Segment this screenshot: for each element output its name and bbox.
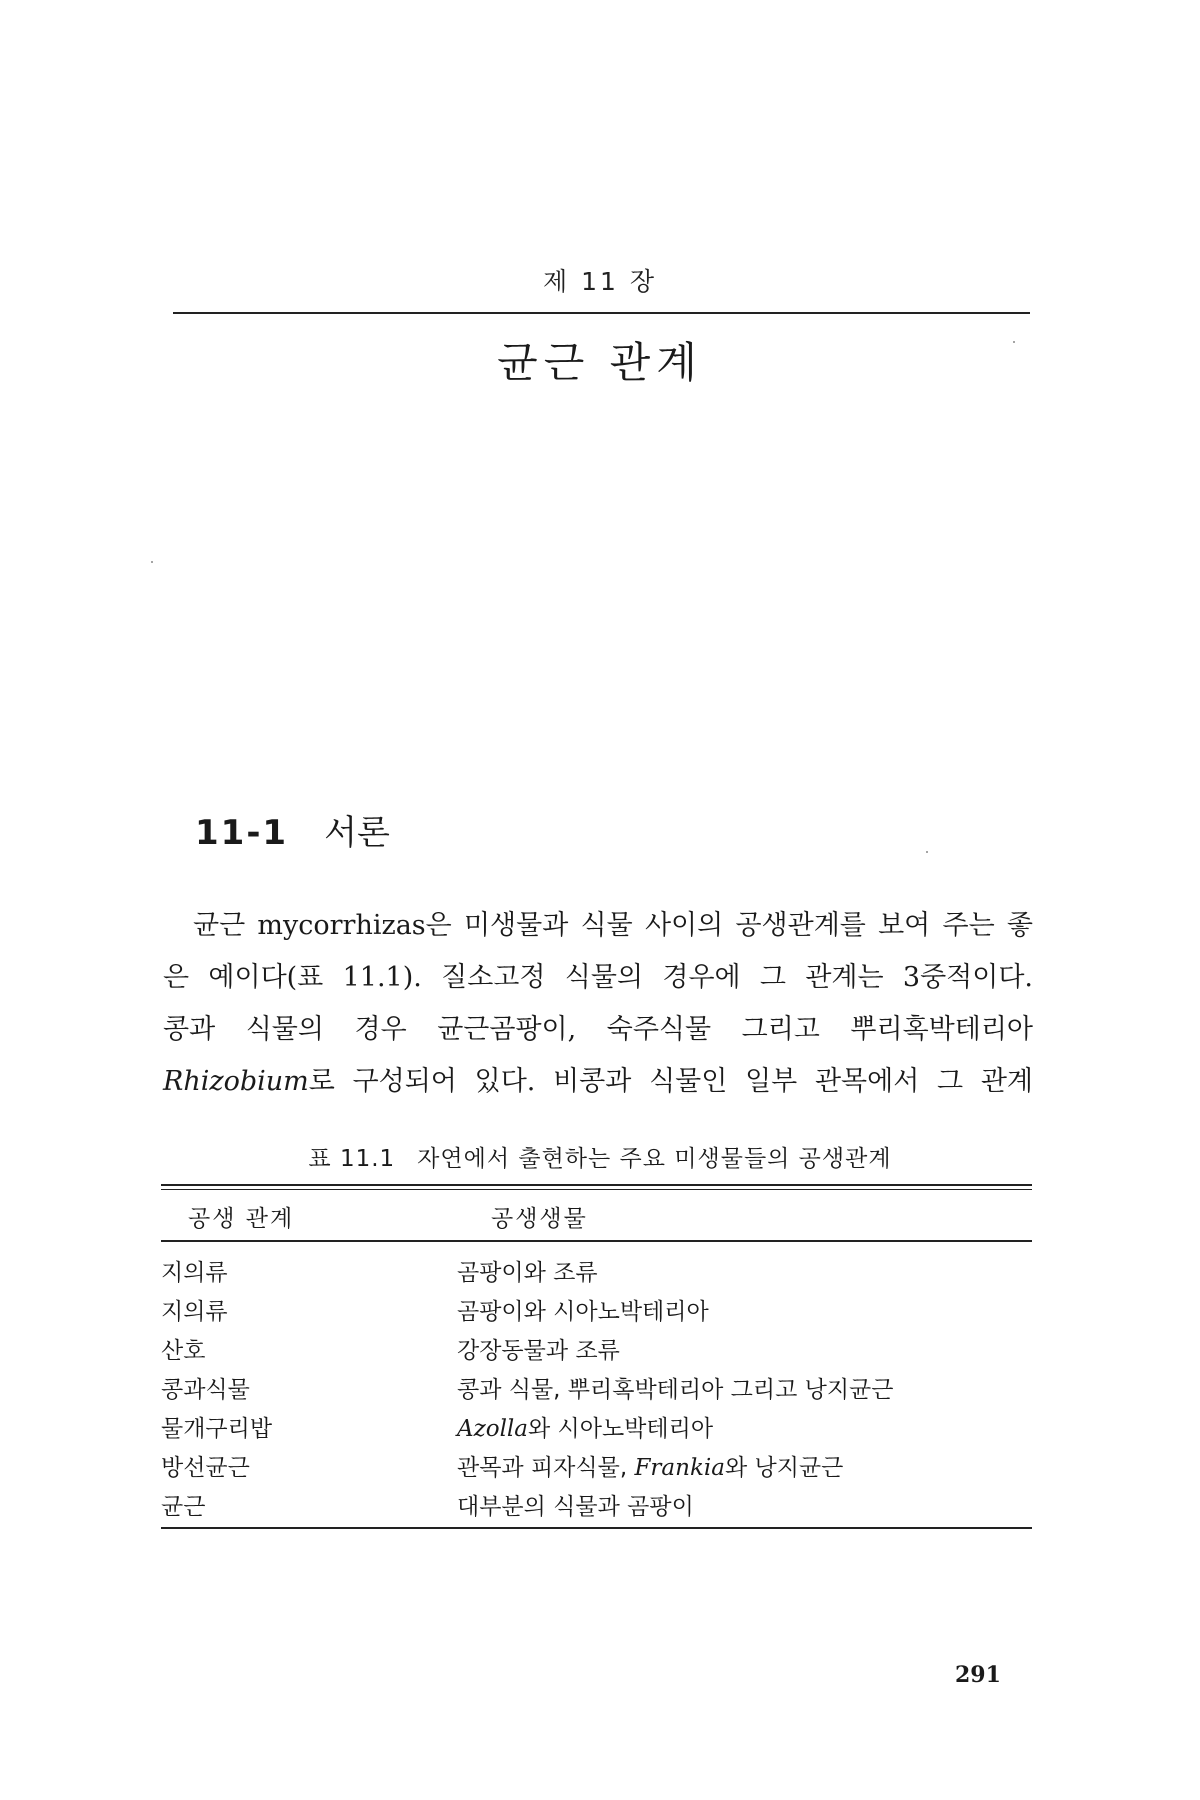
table-cell-relation: 지의류 (161, 1299, 228, 1325)
table-top-rule (161, 1184, 1032, 1190)
table-cell-relation: 균근 (161, 1494, 206, 1520)
table-row (161, 1367, 1032, 1406)
table-bottom-rule (161, 1527, 1032, 1529)
table-cell-relation: 물개구리밥 (161, 1416, 273, 1442)
table-row (161, 1445, 1032, 1484)
section-title: 서론 (324, 813, 390, 853)
table-header-organisms: 공생생물 (491, 1206, 588, 1232)
section-number: 11-1 (195, 813, 289, 853)
table-row (161, 1484, 1032, 1523)
body-paragraph (163, 900, 1033, 1108)
table-cell-italic: Frankia (634, 1455, 725, 1481)
table-cell-relation: 방선균근 (161, 1455, 250, 1481)
body-line-4 (163, 1056, 1033, 1108)
table-cell-rest: 와 시아노박테리아 (528, 1416, 714, 1442)
body-line-1: 균근 mycorrhizas은 미생물과 식물 사이의 공생관계를 보여 주는 좋 (193, 910, 1033, 941)
table-cell-organisms: 콩과 식물, 뿌리혹박테리아 그리고 낭지균근 (457, 1377, 894, 1403)
body-line-4-rest: 로 구성되어 있다. 비콩과 식물인 일부 관목에서 그 관계 (308, 1066, 1033, 1097)
table-row (161, 1328, 1032, 1367)
table-cell-organisms: 곰팡이와 조류 (457, 1260, 598, 1286)
scan-speck (926, 851, 928, 853)
table-cell-rest: 와 낭지균근 (724, 1455, 844, 1481)
table-header-relation: 공생 관계 (188, 1206, 295, 1232)
scan-speck (1013, 341, 1015, 343)
table-cell-organisms: 곰팡이와 시아노박테리아 (457, 1299, 709, 1325)
table-body (161, 1250, 1032, 1523)
table-caption-number: 표 11.1 (308, 1146, 396, 1172)
table-row (161, 1406, 1032, 1445)
table-cell-relation: 산호 (161, 1338, 206, 1364)
section-heading (195, 805, 390, 854)
body-line-4-italic: Rhizobium (163, 1066, 309, 1097)
table-row (161, 1289, 1032, 1328)
table-cell-italic: Azolla (457, 1416, 528, 1442)
body-line-3: 콩과 식물의 경우 균근곰팡이, 숙주식물 그리고 뿌리혹박테리아 (163, 1014, 1033, 1045)
body-line-2: 은 예이다(표 11.1). 질소고정 식물의 경우에 그 관계는 3중적이다. (163, 962, 1033, 993)
table-caption (0, 1140, 1200, 1173)
scan-speck (151, 561, 153, 563)
table-header-row (161, 1196, 1032, 1236)
table-header-rule (161, 1240, 1032, 1242)
page-number: 291 (955, 1662, 1001, 1688)
table-caption-text: 자연에서 출현하는 주요 미생물들의 공생관계 (417, 1146, 892, 1172)
table-row (161, 1250, 1032, 1289)
table-cell-pre: 관목과 피자식물, (457, 1455, 635, 1481)
table-cell-organisms: 대부분의 식물과 곰팡이 (457, 1494, 694, 1520)
chapter-title: 균근 관계 (497, 338, 703, 387)
chapter-rule (173, 312, 1030, 314)
table-cell-organisms: 강장동물과 조류 (457, 1338, 620, 1364)
table-cell-organisms (457, 1410, 713, 1443)
table-cell-relation: 콩과식물 (161, 1377, 250, 1403)
chapter-label: 제 11 장 (542, 267, 657, 296)
table-cell-organisms (457, 1449, 843, 1482)
table-cell-relation: 지의류 (161, 1260, 228, 1286)
